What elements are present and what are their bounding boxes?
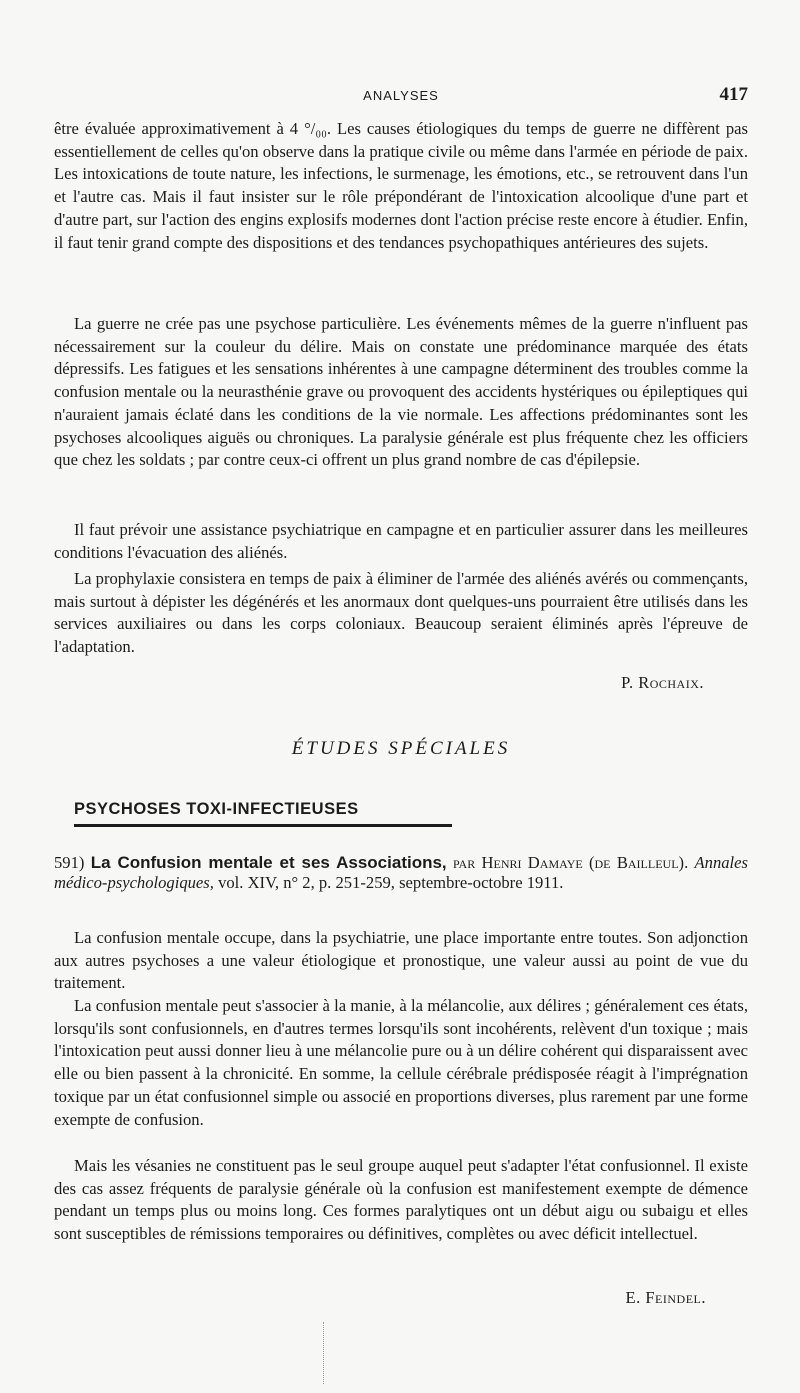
reference-title: La Confusion mentale et ses Associations, <box>90 853 447 872</box>
signature-feindel: E. Feindel. <box>625 1288 706 1307</box>
reference-entry <box>54 853 748 893</box>
abstract-paragraph-3: Mais les vésanies ne constituent pas le seul groupe auquel peut s'adapter l'état confusionnel. Il existe des cas assez fréquents de paralysie générale où la confusion est manifestement exempte de démence pendant un temps plus ou moins long. Ces formes paralytiques ont un début aigu ou subaigu et elles sont susceptibles de rémissions temporaires ou définitives, complètes ou avec déficit intellectuel. <box>54 1156 748 1244</box>
reference-journal: Annales médico-psychologiques, <box>54 853 748 892</box>
running-head-title: ANALYSES <box>363 88 439 103</box>
paragraph-assistance: Il faut prévoir une assistance psychiatrique en campagne et en particulier assurer dans les meilleures conditions l'évacuation des aliénés. <box>54 520 748 562</box>
paragraph-prophylaxie: La prophylaxie consistera en temps de paix à éliminer de l'armée des aliénés avérés ou commençants, mais surtout à dépister les dégénérés et les anormaux dont quelques-uns pourraient être utilisés dans les services auxiliaires ou dans les corps coloniaux. Beaucoup seraient éliminés après l'épreuve de l'adaptation. <box>54 569 748 657</box>
scan-mark <box>323 1322 326 1384</box>
reference-number: 591) <box>54 853 85 872</box>
subheading: PSYCHOSES TOXI-INFECTIEUSES <box>74 800 359 818</box>
paragraph-causes: être évaluée approximativement à 4 °/₀₀. Les causes étiologiques du temps de guerre ne diffèrent pas essentiellement de celles qu'on observe dans la pratique civile ou même dans l'armée en période de paix. Les intoxications de toute nature, les infections, le surmenage, les émotions, etc., se retrouvent dans l'un et l'autre cas. Mais il faut insister sur le rôle prépondérant de l'intoxication alcoolique d'une part et d'autre part, sur l'action des engins explosifs modernes dont l'action précise reste encore à étudier. Enfin, il faut tenir grand compte des dispositions et des tendances psychopathiques antérieures des sujets. <box>54 119 748 252</box>
subheading-rule <box>74 824 452 827</box>
page-number: 417 <box>719 84 748 105</box>
reference-details: vol. XIV, n° 2, p. 251-259, septembre-octobre 1911. <box>218 873 564 892</box>
paragraph-psychose: La guerre ne crée pas une psychose particulière. Les événements mêmes de la guerre n'influent pas nécessairement sur la couleur du délire. Mais on constate une prédominance marquée des états dépressifs. Les fatigues et les sensations inhérentes à une campagne déterminent des troubles comme la confusion mentale ou la neurasthénie grave ou provoquent des accidents hystériques ou épileptiques qui n'auraient jamais éclaté dans les conditions de la vie normale. Les affections prédominantes sont les psychoses alcooliques aiguës ou chroniques. La paralysie générale est plus fréquente chez les officiers que chez les soldats ; par contre ceux-ci offrent un plus grand nombre de cas d'épilepsie. <box>54 314 748 470</box>
abstract-paragraph-1: La confusion mentale occupe, dans la psychiatrie, une place importante entre toutes. Son adjonction aux autres psychoses a une valeur étiologique et pronostique, une valeur aussi au point de vue du traitement. <box>54 928 748 993</box>
reference-authors: par Henri Damaye (de Bailleul). <box>452 853 689 872</box>
running-head <box>54 84 748 108</box>
abstract-paragraph-2: La confusion mentale peut s'associer à la manie, à la mélancolie, aux délires ; généralement ces états, lorsqu'ils sont confusionnels, en d'autres termes lorsqu'ils sont incohérents, relèvent d'un toxique ; mais l'intoxication peut aussi donner lieu à une mélancolie pure ou à un délire cohérent qui disparaissent avec elle ou bien passent à la chronicité. En somme, la cellule cérébrale prédisposée réagit à l'imprégnation toxique par un état confusionnel simple ou associé en proportions diverses, plus rarement par une forme exempte de confusion. <box>54 996 748 1129</box>
signature-rochaix: P. Rochaix. <box>621 673 704 692</box>
section-heading: ÉTUDES SPÉCIALES <box>291 738 511 759</box>
